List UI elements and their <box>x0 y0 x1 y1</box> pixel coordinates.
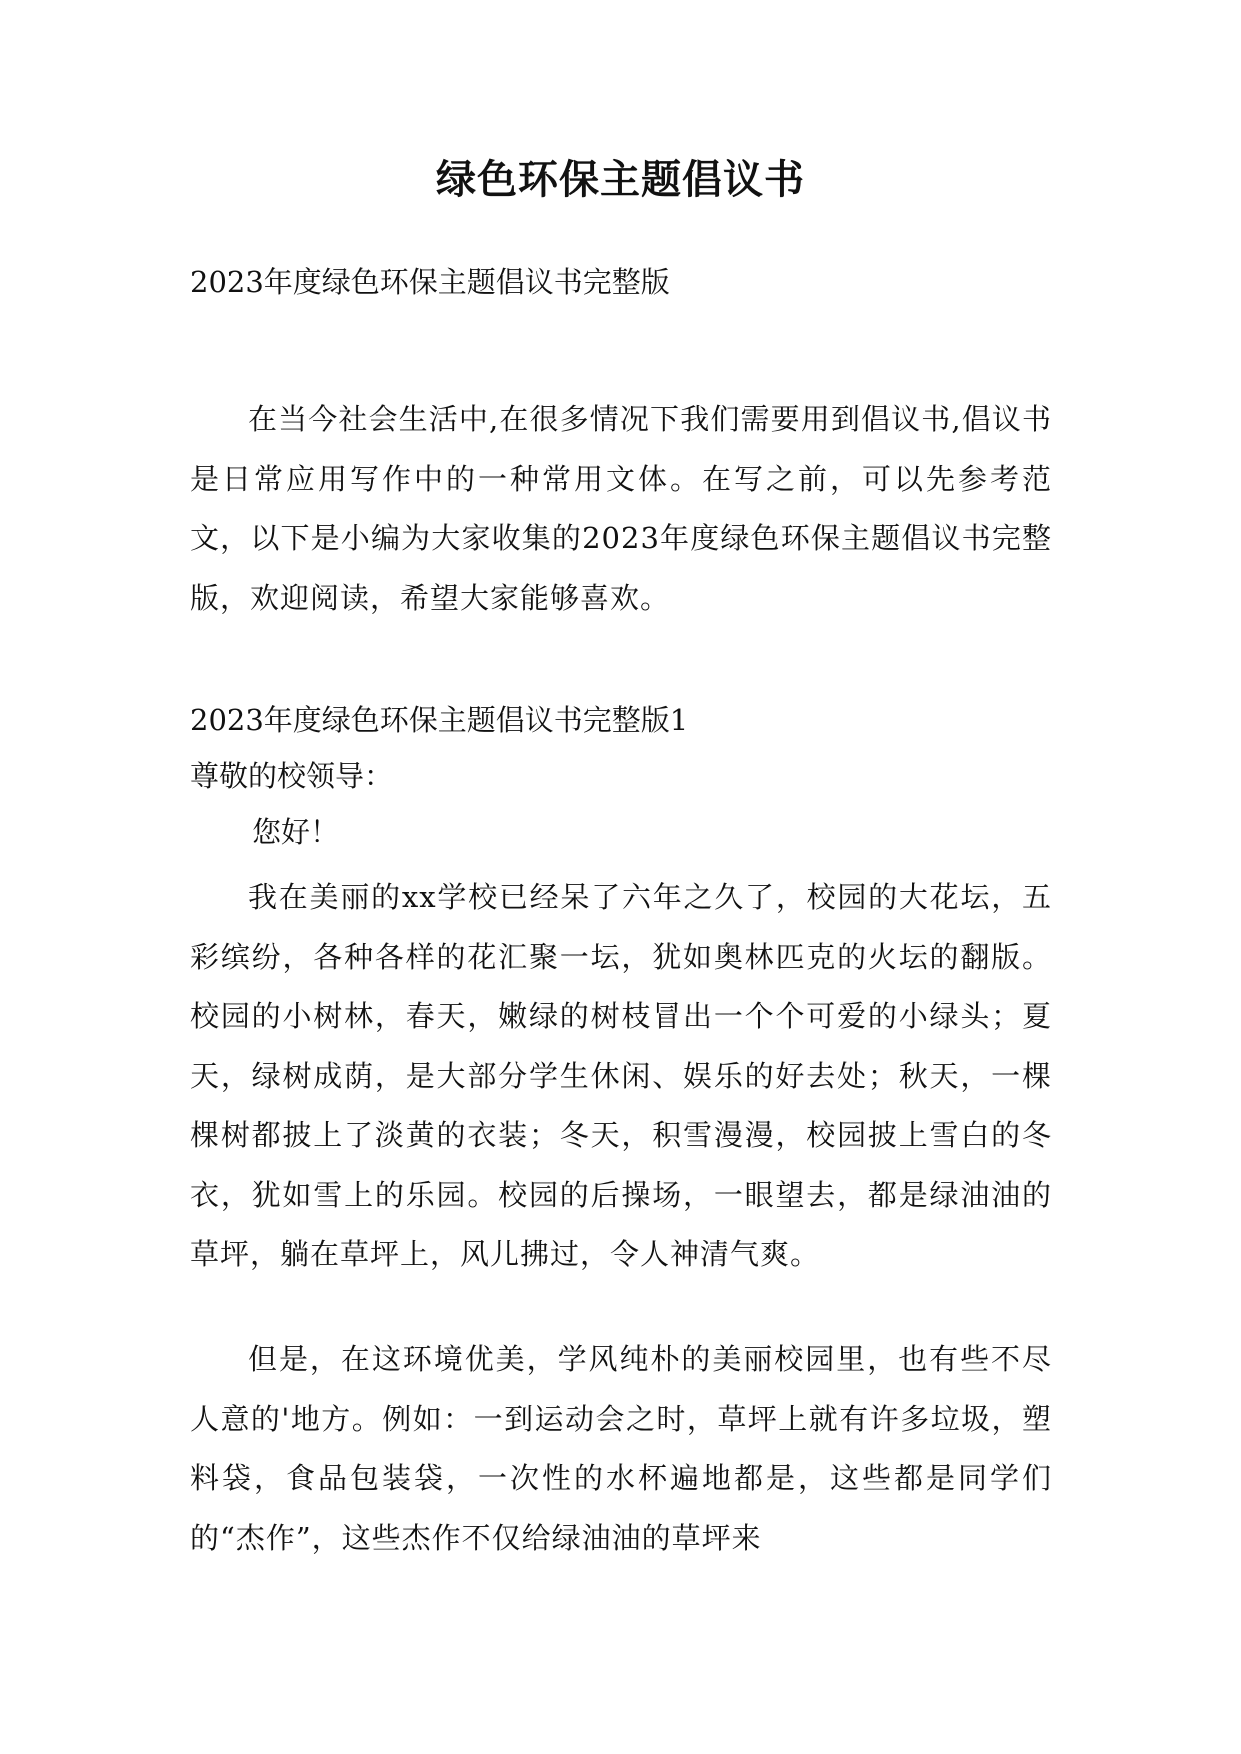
section-heading: 2023年度绿色环保主题倡议书完整版1 <box>190 703 689 737</box>
intro-paragraph: 在当今社会生活中,在很多情况下我们需要用到倡议书,倡议书是日常应用写作中的一种常用文体。在写之前，可以先参考范文，以下是小编为大家收集的2023年度绿色环保主题倡议书完整版，欢迎阅读，希望大家能够喜欢。 <box>190 402 1052 615</box>
salutation: 尊敬的校领导： <box>190 759 394 793</box>
document-title: 绿色环保主题倡议书 <box>436 156 805 203</box>
body-paragraph-1: 我在美丽的xx学校已经呆了六年之久了，校园的大花坛，五彩缤纷，各种各样的花汇聚一坛，犹如奥林匹克的火坛的翻版。校园的小树林，春天，嫩绿的树枝冒出一个个可爱的小绿头；夏天，绿树成荫，是大部分学生休闲、娱乐的好去处；秋天，一棵棵树都披上了淡黄的衣装；冬天，积雪漫漫，校园披上雪白的冬衣，犹如雪上的乐园。校园的后操场，一眼望去，都是绿油油的草坪，躺在草坪上，风儿拂过，令人神清气爽。 <box>190 880 1052 1271</box>
document-subtitle: 2023年度绿色环保主题倡议书完整版 <box>190 265 670 299</box>
body-paragraph-2: 但是，在这环境优美，学风纯朴的美丽校园里，也有些不尽人意的'地方。例如：一到运动会之时，草坪上就有许多垃圾，塑料袋，食品包装袋，一次性的水杯遍地都是，这些都是同学们的“杰作”，这些杰作不仅给绿油油的草坪来 <box>190 1342 1052 1555</box>
greeting: 您好！ <box>252 815 340 849</box>
